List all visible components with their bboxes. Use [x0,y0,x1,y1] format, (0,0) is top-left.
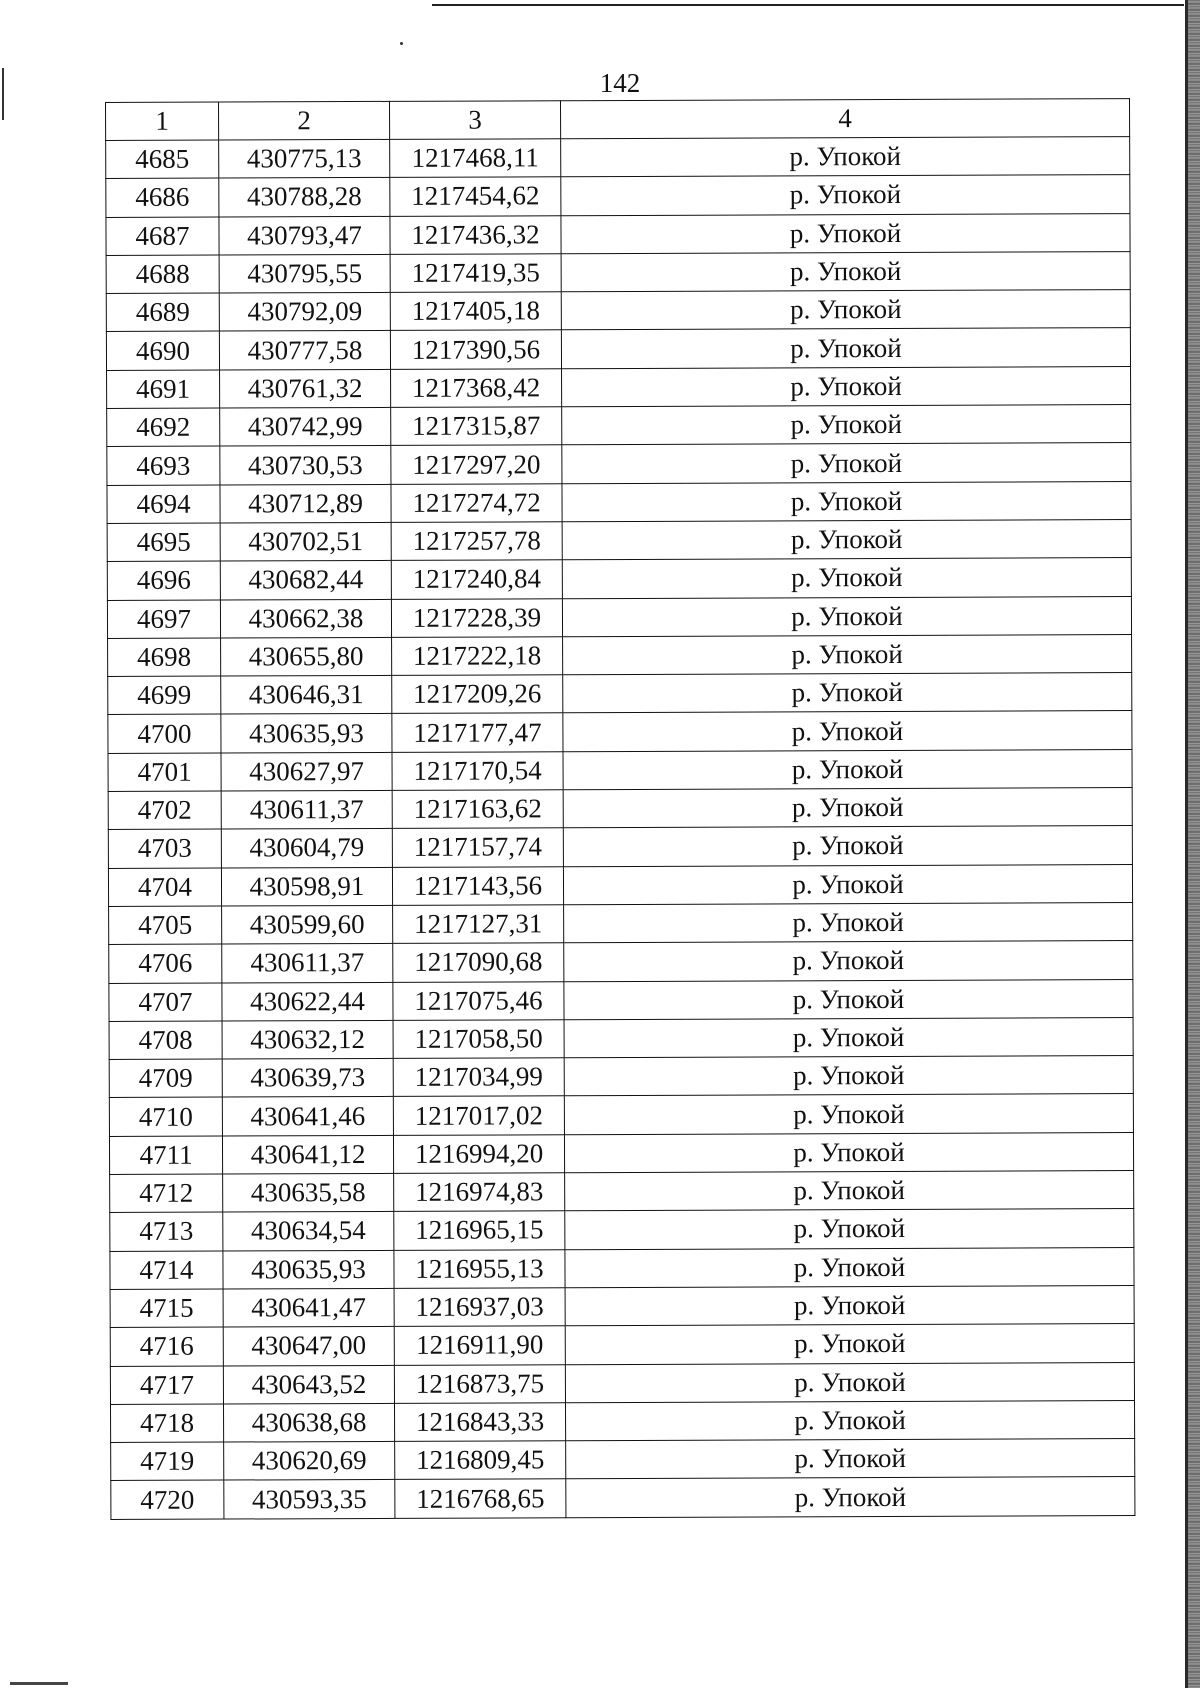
point-number-cell: 4714 [110,1251,223,1290]
point-number-cell: 4685 [106,140,219,179]
description-cell: р. Упокой [564,941,1133,981]
table-row [106,213,1130,255]
point-number-cell: 4699 [108,676,221,715]
coordinate-y-cell: 1217390,56 [390,330,561,369]
coordinate-y-cell: 1217228,39 [391,598,562,637]
description-cell: р. Упокой [564,1132,1133,1172]
point-number-cell: 4687 [106,217,219,256]
description-cell: р. Упокой [563,788,1132,828]
description-cell: р. Упокой [561,175,1130,215]
coordinate-y-cell: 1216873,75 [394,1364,565,1403]
point-number-cell: 4703 [108,829,221,868]
coordinates-table [105,98,1135,1520]
point-number-cell: 4707 [109,983,222,1022]
description-cell: р. Упокой [562,520,1131,560]
point-number-cell: 4706 [109,944,222,983]
table-body [106,137,1135,1520]
point-number-cell: 4694 [107,485,220,524]
table-row [107,443,1131,485]
point-number-cell: 4697 [107,600,220,639]
description-cell: р. Упокой [566,1439,1135,1479]
point-number-cell: 4709 [109,1059,222,1098]
scan-right-edge-shadow [1185,0,1200,1688]
description-cell: р. Упокой [563,711,1132,751]
table-row [106,175,1130,217]
coordinate-y-cell: 1217090,68 [393,943,564,982]
point-number-cell: 4710 [109,1097,222,1136]
coordinate-y-cell: 1217368,42 [391,369,562,408]
scan-bottom-margin-mark [10,1682,68,1685]
coordinate-x-cell: 430632,12 [222,1020,393,1059]
coordinate-x-cell: 430682,44 [220,561,391,600]
coordinate-y-cell: 1217075,46 [393,981,564,1020]
table-row [110,1285,1134,1327]
description-cell: р. Упокой [564,1017,1133,1057]
coordinate-y-cell: 1216974,83 [394,1173,565,1212]
table-row [108,711,1132,753]
coordinate-y-cell: 1217143,56 [392,866,563,905]
coordinate-x-cell: 430641,47 [223,1288,394,1327]
description-cell: р. Упокой [563,864,1132,904]
coordinate-x-cell: 430742,99 [220,407,391,446]
table-row [110,1171,1134,1213]
description-cell: р. Упокой [565,1171,1134,1211]
coordinate-y-cell: 1217222,18 [392,637,563,676]
coordinate-y-cell: 1217127,31 [393,905,564,944]
point-number-cell: 4686 [106,178,219,217]
description-cell: р. Упокой [561,328,1130,368]
description-cell: р. Упокой [565,1400,1134,1440]
point-number-cell: 4715 [110,1289,223,1328]
point-number-cell: 4718 [111,1404,224,1443]
description-cell: р. Упокой [562,366,1131,406]
point-number-cell: 4700 [108,715,221,754]
coordinate-x-cell: 430641,46 [222,1097,393,1136]
table-row [111,1477,1135,1519]
point-number-cell: 4691 [107,370,220,409]
scan-top-border-line [432,4,1184,6]
point-number-cell: 4688 [106,255,219,294]
coordinate-x-cell: 430792,09 [219,293,390,332]
coordinate-x-cell: 430635,93 [223,1250,394,1289]
description-cell: р. Упокой [562,596,1131,636]
coordinate-x-cell: 430775,13 [219,139,390,178]
column-header-1: 1 [106,102,219,140]
coordinate-y-cell: 1217163,62 [392,790,563,829]
table-header-row [106,99,1130,141]
column-header-4: 4 [560,99,1129,139]
table-row [107,520,1131,562]
point-number-cell: 4716 [110,1327,223,1366]
table-row [109,902,1133,944]
point-number-cell: 4702 [108,791,221,830]
page-number: 142 [599,68,641,98]
coordinate-x-cell: 430635,58 [223,1173,394,1212]
table-row [109,979,1133,1021]
coordinate-x-cell: 430634,54 [223,1212,394,1251]
point-number-cell: 4712 [110,1174,223,1213]
coordinate-x-cell: 430646,31 [221,676,392,715]
coordinate-x-cell: 430712,89 [220,484,391,523]
description-cell: р. Упокой [563,749,1132,789]
coordinate-x-cell: 430788,28 [219,178,390,217]
coordinate-x-cell: 430777,58 [219,331,390,370]
coordinate-x-cell: 430730,53 [220,446,391,485]
table-row [106,290,1130,332]
table-row [107,481,1131,523]
coordinate-x-cell: 430611,37 [221,790,392,829]
table-row [109,941,1133,983]
coordinate-y-cell: 1216843,33 [394,1403,565,1442]
description-cell: р. Упокой [564,979,1133,1019]
point-number-cell: 4713 [110,1212,223,1251]
coordinate-y-cell: 1217157,74 [392,828,563,867]
point-number-cell: 4705 [109,906,222,945]
table-row [110,1209,1134,1251]
coordinate-y-cell: 1217274,72 [391,483,562,522]
coordinate-y-cell: 1216809,45 [395,1441,566,1480]
point-number-cell: 4711 [109,1136,222,1175]
point-number-cell: 4692 [107,408,220,447]
description-cell: р. Упокой [561,213,1130,253]
description-cell: р. Упокой [565,1285,1134,1325]
table-row [109,1017,1133,1059]
point-number-cell: 4701 [108,753,221,792]
coordinate-y-cell: 1217419,35 [390,254,561,293]
table-row [107,596,1131,638]
coordinate-x-cell: 430598,91 [221,867,392,906]
coordinate-x-cell: 430761,32 [220,369,391,408]
description-cell: р. Упокой [561,251,1130,291]
table-row [108,788,1132,830]
table-row [106,251,1130,293]
coordinate-y-cell: 1217297,20 [391,445,562,484]
description-cell: р. Упокой [562,558,1131,598]
point-number-cell: 4696 [107,561,220,600]
description-cell: р. Упокой [565,1324,1134,1364]
coordinate-x-cell: 430662,38 [220,599,391,638]
table-row [110,1324,1134,1366]
coordinate-y-cell: 1216911,90 [394,1326,565,1365]
coordinate-x-cell: 430611,37 [222,944,393,983]
point-number-cell: 4695 [107,523,220,562]
coordinate-x-cell: 430639,73 [222,1059,393,1098]
coordinate-y-cell: 1217257,78 [391,522,562,561]
table-row [108,634,1132,676]
point-number-cell: 4708 [109,1021,222,1060]
table-row [107,558,1131,600]
coordinate-y-cell: 1217170,54 [392,751,563,790]
point-number-cell: 4704 [108,868,221,907]
coordinate-y-cell: 1217240,84 [391,560,562,599]
coordinate-x-cell: 430635,93 [221,714,392,753]
point-number-cell: 4720 [111,1480,224,1519]
coordinate-y-cell: 1217315,87 [391,407,562,446]
point-number-cell: 4698 [108,638,221,677]
description-cell: р. Упокой [564,1094,1133,1134]
coordinate-y-cell: 1217017,02 [393,1096,564,1135]
coordinate-y-cell: 1217034,99 [393,1058,564,1097]
coordinate-x-cell: 430793,47 [219,216,390,255]
coordinate-x-cell: 430655,80 [221,637,392,676]
point-number-cell: 4717 [110,1366,223,1405]
table-row [108,749,1132,791]
coordinate-y-cell: 1217405,18 [390,292,561,331]
table-row [106,137,1130,179]
description-cell: р. Упокой [563,673,1132,713]
table-row [108,826,1132,868]
table-row [108,673,1132,715]
table-row [107,366,1131,408]
coordinate-y-cell: 1217454,62 [390,177,561,216]
table-row [109,1056,1133,1098]
description-cell: р. Упокой [564,902,1133,942]
description-cell: р. Упокой [561,290,1130,330]
description-cell: р. Упокой [563,634,1132,674]
coordinate-y-cell: 1217177,47 [392,713,563,752]
coordinate-y-cell: 1216994,20 [393,1134,564,1173]
table-row [106,328,1130,370]
table-row [107,405,1131,447]
coordinate-x-cell: 430647,00 [223,1327,394,1366]
coordinate-x-cell: 430627,97 [221,752,392,791]
table-row [110,1247,1134,1289]
table-row [110,1362,1134,1404]
table-row [111,1400,1135,1442]
coordinate-x-cell: 430641,12 [222,1135,393,1174]
description-cell: р. Упокой [561,137,1130,177]
coordinate-x-cell: 430638,68 [223,1403,394,1442]
coordinate-y-cell: 1216955,13 [394,1249,565,1288]
coordinate-x-cell: 430593,35 [224,1480,395,1519]
description-cell: р. Упокой [564,1056,1133,1096]
coordinate-y-cell: 1216768,65 [395,1479,566,1518]
table-row [111,1439,1135,1481]
description-cell: р. Упокой [562,443,1131,483]
description-cell: р. Упокой [566,1477,1135,1517]
table-row [109,1094,1133,1136]
column-header-3: 3 [389,101,560,140]
description-cell: р. Упокой [565,1247,1134,1287]
coordinate-x-cell: 430795,55 [219,254,390,293]
description-cell: р. Упокой [562,405,1131,445]
coordinate-y-cell: 1216937,03 [394,1288,565,1327]
coordinate-x-cell: 430599,60 [222,905,393,944]
column-header-2: 2 [219,101,390,140]
coordinate-y-cell: 1217209,26 [392,675,563,714]
coordinate-x-cell: 430604,79 [221,829,392,868]
coordinate-y-cell: 1216965,15 [394,1211,565,1250]
description-cell: р. Упокой [563,826,1132,866]
coordinate-x-cell: 430643,52 [223,1365,394,1404]
description-cell: р. Упокой [565,1362,1134,1402]
description-cell: р. Упокой [565,1209,1134,1249]
point-number-cell: 4690 [106,332,219,371]
scan-speck [400,42,403,45]
coordinate-x-cell: 430622,44 [222,982,393,1021]
coordinate-y-cell: 1217436,32 [390,215,561,254]
coordinate-y-cell: 1217468,11 [390,139,561,178]
table-row [108,864,1132,906]
point-number-cell: 4693 [107,446,220,485]
coordinate-x-cell: 430702,51 [220,522,391,561]
table-row [109,1132,1133,1174]
description-cell: р. Упокой [562,481,1131,521]
coordinate-x-cell: 430620,69 [224,1441,395,1480]
point-number-cell: 4719 [111,1442,224,1481]
point-number-cell: 4689 [106,293,219,332]
coordinate-y-cell: 1217058,50 [393,1020,564,1059]
